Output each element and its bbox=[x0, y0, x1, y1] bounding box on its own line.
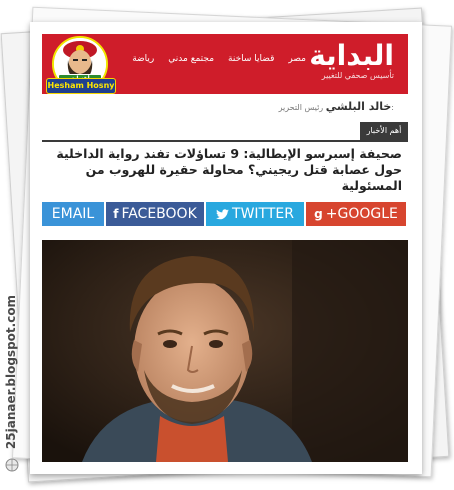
article-headline[interactable]: صحيفة إسبرسو الإيطالية: 9 تساؤلات تفند رواية الداخلية حول عصابة قتل ريجيني؟ محاولة حقيرة للهروب من المسئولية bbox=[56, 146, 402, 193]
share-facebook-label: FACEBOOK bbox=[121, 206, 197, 222]
portrait-photo bbox=[42, 240, 408, 462]
blog-watermark bbox=[4, 286, 22, 476]
editor-name: خالد البلشي bbox=[325, 100, 392, 113]
site-logo-tagline: تأسيس صحفي للتغيير bbox=[321, 71, 394, 80]
article-photo[interactable] bbox=[42, 240, 408, 462]
blog-watermark-text: 25janaer.blogspot.com bbox=[4, 294, 18, 450]
site-logo[interactable] bbox=[309, 40, 394, 80]
share-email-label: EMAIL bbox=[51, 206, 95, 222]
share-email-button[interactable] bbox=[42, 202, 104, 226]
site-logo-name: البداية bbox=[309, 39, 394, 72]
share-buttons bbox=[42, 202, 408, 228]
nav-item-egypt[interactable]: مصر bbox=[288, 54, 306, 64]
avatar-badge bbox=[46, 36, 115, 100]
share-google-button[interactable] bbox=[306, 202, 406, 226]
globe-icon bbox=[5, 458, 19, 472]
editor-prefix: رئيس التحرير: bbox=[278, 103, 394, 112]
avatar-name-label: Hesham Hosny bbox=[46, 78, 116, 94]
editor-in-chief bbox=[279, 100, 394, 113]
share-facebook-button[interactable] bbox=[106, 202, 204, 226]
facebook-icon: f bbox=[113, 207, 119, 221]
photo-frame bbox=[30, 22, 422, 474]
share-twitter-button[interactable] bbox=[206, 202, 304, 226]
webpage-screenshot bbox=[42, 34, 408, 462]
share-google-label: +GOOGLE bbox=[325, 206, 398, 222]
share-twitter-label: TWITTER bbox=[232, 206, 294, 222]
nav-item-hot-issues[interactable]: قضايا ساخنة bbox=[228, 54, 275, 64]
twitter-icon bbox=[216, 209, 229, 220]
section-divider bbox=[42, 140, 408, 142]
google-icon: g bbox=[314, 207, 323, 221]
section-tag[interactable]: أهم الأخبار bbox=[360, 122, 408, 140]
site-header bbox=[42, 34, 408, 94]
main-nav bbox=[132, 54, 306, 64]
nav-item-sports[interactable]: رياضة bbox=[132, 54, 155, 64]
nav-item-civil-society[interactable]: مجتمع مدني bbox=[168, 54, 215, 64]
